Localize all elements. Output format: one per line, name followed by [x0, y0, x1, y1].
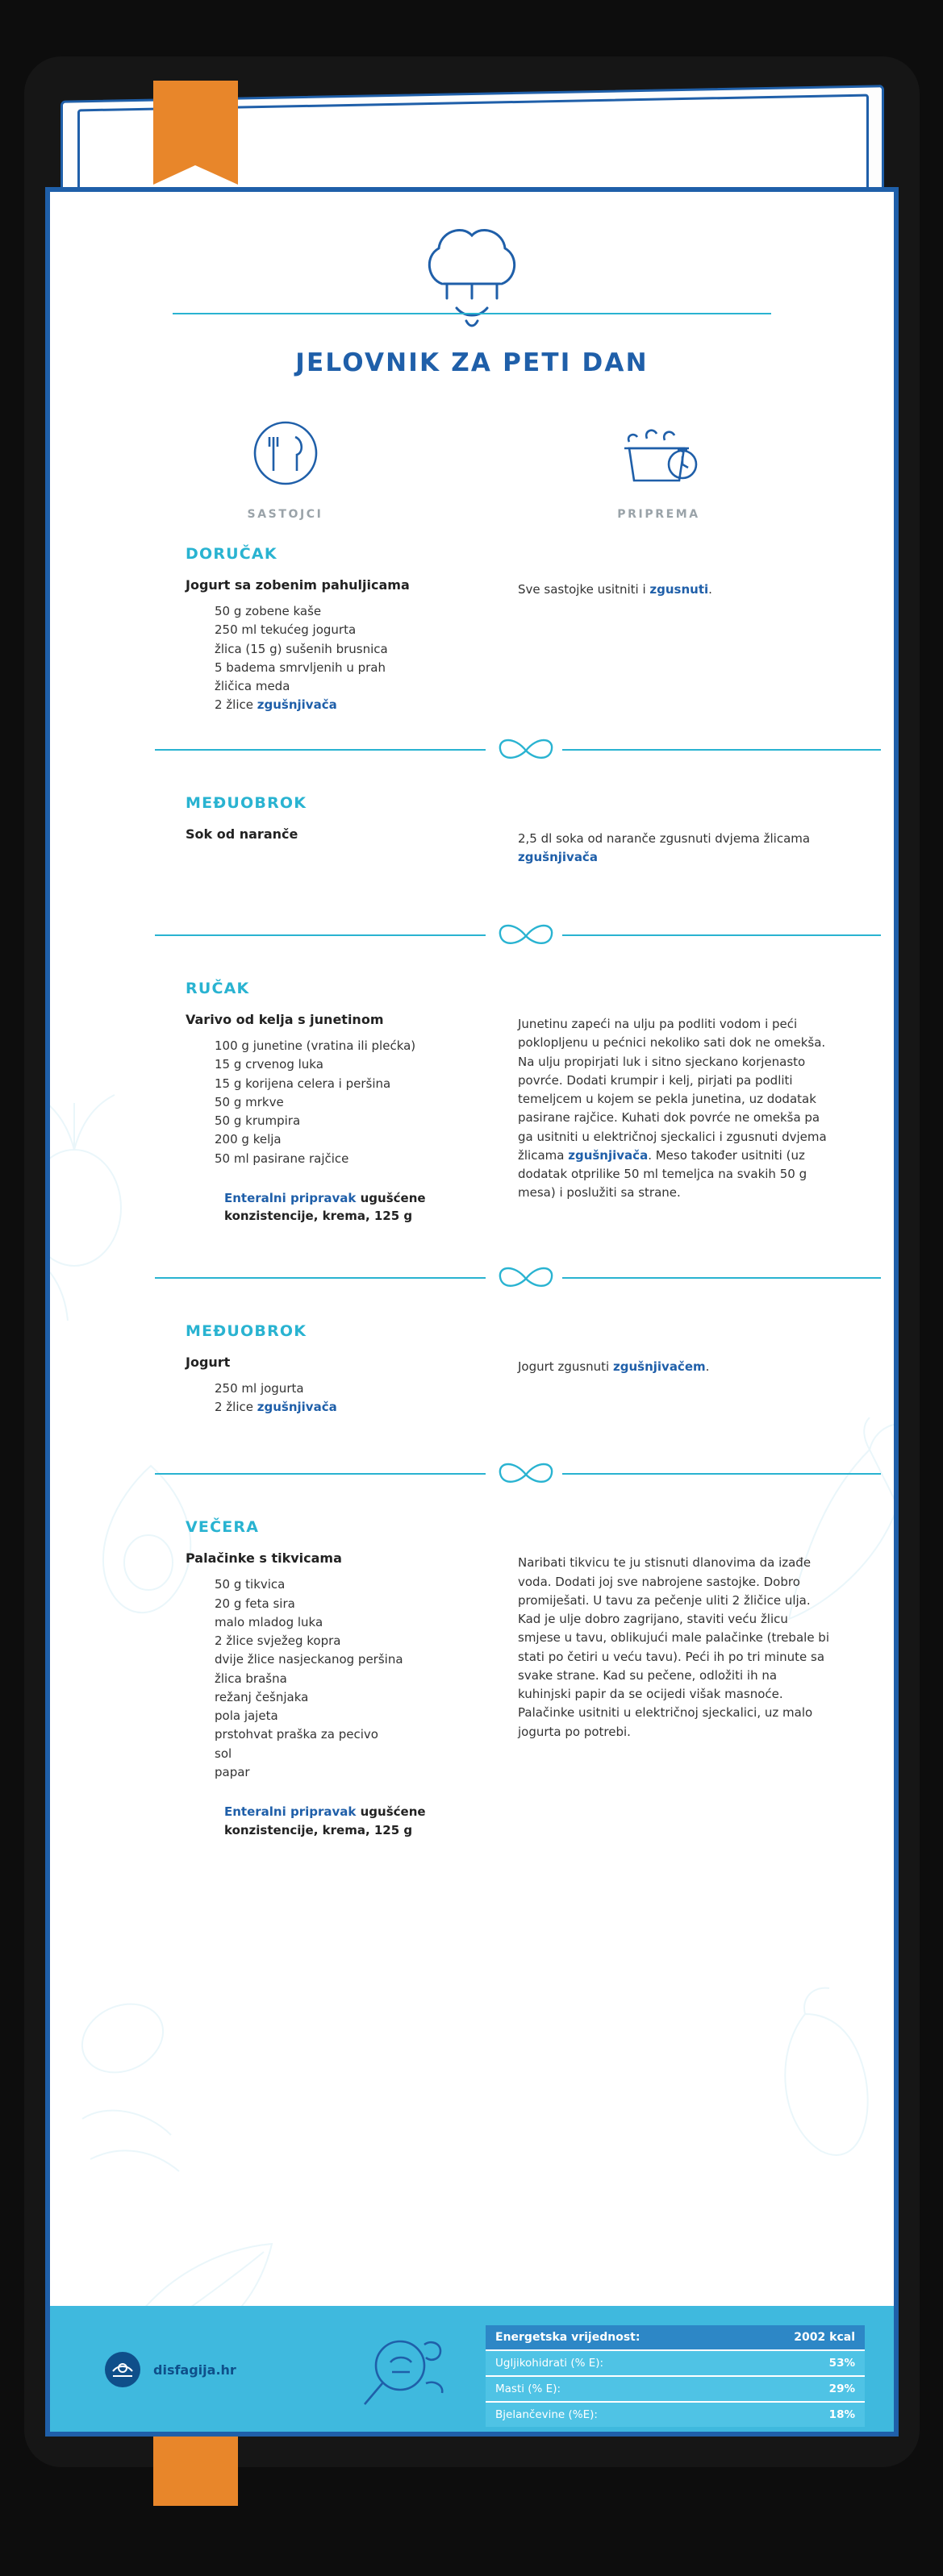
pot-timer-icon	[615, 414, 703, 492]
list-item: 15 g crvenog luka	[215, 1057, 323, 1072]
list-item: pola jajeta	[215, 1708, 278, 1723]
list-item: dvije žlice nasjeckanog peršina	[215, 1652, 403, 1667]
table-row	[486, 2376, 865, 2402]
table-row	[486, 2325, 865, 2350]
ingredient-list	[186, 1575, 486, 1782]
prep-prefix: Jogurt zgusnuti	[518, 1359, 613, 1374]
prep-bold: zgušnjivača	[518, 849, 598, 864]
table-row	[486, 2402, 865, 2427]
meal-right	[486, 794, 832, 868]
meal-left	[98, 794, 486, 868]
divider-line-right	[562, 934, 881, 936]
list-item: 50 g krumpira	[215, 1113, 301, 1128]
ingredient-list	[186, 1380, 486, 1417]
prep-prefix: 2,5 dl soka od naranče zgusnuti dvjema žlicama	[518, 830, 811, 846]
dish-name: Varivo od kelja s junetinom	[186, 1012, 384, 1027]
preparation-text	[518, 1015, 832, 1203]
list-item: 20 g feta sira	[215, 1596, 295, 1611]
dish-name: Palačinke s tikvicama	[186, 1550, 342, 1567]
section-divider	[98, 1454, 845, 1494]
preparation-text: Naribati tikvicu te ju stisnuti dlanovima da izađe voda. Dodati joj sve nabrojene sastojke. Dobro promiješati. U tavu za pečenje uliti 2 žličice ulja. Kad je ulje dobro zagrijano, staviti veću žlicu smjese u tavu, oblikujući male palačinke (trebale bi stati po četiri u veću tavu). Peći ih po tri minute sa svake strane. Kad su pečene, odložiti ih na kuhinjski papir da se ocijedi višak masnoće. Palačinke usitniti u električnoj sjeckalici, uz malo jogurta po potrebi.	[518, 1555, 830, 1739]
meal-title: DORUČAK	[186, 545, 277, 563]
ingredient-list	[186, 602, 486, 715]
enteral-note	[186, 1803, 486, 1839]
divider-line-left	[155, 1277, 486, 1279]
meal-left	[98, 1518, 486, 1839]
meal-block	[98, 980, 845, 1226]
pepper-watermark-icon	[757, 1966, 894, 2208]
list-item: papar	[215, 1764, 250, 1779]
footer-band	[45, 2306, 899, 2437]
divider-line-left	[155, 1473, 486, 1475]
list-item: 2 žlice svježeg kopra	[215, 1633, 341, 1648]
prep-suffix: .	[705, 1359, 710, 1374]
ingredients-label: SASTOJCI	[247, 508, 323, 521]
prep-bold: zgusnuti	[649, 582, 709, 597]
meal-right	[486, 1322, 832, 1417]
prep-bold: zgušnjivača	[568, 1147, 649, 1163]
fat-value: 29%	[740, 2376, 865, 2402]
prep-bold: zgušnjivačem	[613, 1359, 706, 1374]
list-item: 15 g korijena celera i peršina	[215, 1076, 391, 1091]
list-item: 2 žlice zgušnjivača	[215, 697, 337, 713]
enteral-note-dark: ugušćene konzistencije, krema, 125 g	[224, 1804, 426, 1837]
energy-label: Energetska vrijednost:	[486, 2325, 740, 2350]
bow-divider-icon	[494, 733, 558, 768]
plate-cutlery-icon	[247, 414, 324, 492]
bow-divider-icon	[494, 918, 558, 954]
list-item: 250 ml jogurta	[215, 1380, 304, 1396]
divider-line-left	[155, 934, 486, 936]
dish-name: Jogurt	[186, 1354, 231, 1370]
bookmark-ribbon-top	[153, 81, 238, 165]
chef-hat-icon	[419, 221, 524, 334]
list-item: žlica (15 g) sušenih brusnica	[215, 641, 388, 656]
section-divider	[98, 730, 845, 770]
thickener-highlight: zgušnjivača	[257, 697, 337, 713]
list-item: prstohvat praška za pecivo	[215, 1727, 378, 1742]
list-item: žlica brašna	[215, 1671, 287, 1686]
preparation-text	[518, 830, 832, 868]
meal-block	[98, 794, 845, 868]
meal-left	[98, 1322, 486, 1417]
table-row	[486, 2350, 865, 2376]
divider-line-right	[562, 1277, 881, 1279]
prep-suffix: . Meso također usitniti (uz dodatak otprilike 50 ml temeljca na svakih 50 g mesa) i poslužiti sa strane.	[518, 1147, 807, 1201]
ingredient-list	[186, 1037, 486, 1168]
enteral-note	[186, 1189, 486, 1226]
carbs-label: Ugljikohidrati (% E):	[486, 2350, 740, 2376]
header-rule-left	[173, 313, 479, 314]
preparation-label: PRIPREMA	[617, 508, 700, 521]
list-item: 50 ml pasirane rajčice	[215, 1151, 349, 1166]
meal-right	[486, 980, 832, 1226]
bow-divider-icon	[494, 1261, 558, 1296]
list-item: 5 badema smrvljenih u prah	[215, 660, 386, 675]
divider-line-right	[562, 749, 881, 751]
protein-value: 18%	[740, 2402, 865, 2427]
list-item: 250 ml tekućeg jogurta	[215, 622, 357, 638]
meal-right	[486, 545, 832, 715]
prep-prefix: Junetinu zapeći na ulju pa podliti vodom i peći poklopljenu u pećnici nekoliko sati dok ne omekša. Na ulju propirjati luk i sitno sjeckano korjenasto povrće. Dodati krumpir i kelj, pirjati pa podliti temeljcem u kojem se pekla junetina, uz dodatak pasirane rajčice. Kuhati dok povrće ne omekša pa ga usitniti u električnoj sjeckalici i zgusnuti dvjema žlicama	[518, 1017, 827, 1163]
list-item: 100 g junetine (vratina ili plećka)	[215, 1038, 416, 1053]
enteral-note-blue: Enteralni pripravak	[224, 1190, 361, 1205]
page-title: JELOVNIK ZA PETI DAN	[295, 348, 649, 377]
meal-title: RUČAK	[186, 980, 250, 997]
brand-name: disfagija.hr	[153, 2362, 236, 2378]
divider-line-left	[155, 749, 486, 751]
header-rule-right	[465, 313, 771, 314]
prep-prefix: Sve sastojke usitniti i	[518, 582, 650, 597]
meal-left	[98, 980, 486, 1226]
nutrition-table	[486, 2325, 865, 2427]
list-item: žličica meda	[215, 679, 290, 693]
brand-block[interactable]	[103, 2350, 236, 2389]
list-item: malo mladog luka	[215, 1614, 323, 1629]
section-divider	[98, 915, 845, 955]
dish-name: Jogurt sa zobenim pahuljicama	[186, 577, 410, 593]
ingredients-column-header	[98, 414, 472, 521]
meal-title: VEČERA	[186, 1518, 260, 1537]
disfagija-logo-icon	[103, 2350, 142, 2389]
bookmark-ribbon-bottom	[153, 2435, 238, 2506]
carbs-value: 53%	[740, 2350, 865, 2376]
divider-line-right	[562, 1473, 881, 1475]
lemon-watermark-icon	[58, 1966, 203, 2191]
thickener-highlight: zgušnjivača	[257, 1400, 337, 1414]
meal-left	[98, 545, 486, 715]
bow-divider-icon	[494, 1457, 558, 1492]
meal-right	[486, 1518, 832, 1839]
enteral-note-dark: ugušćene konzistencije, krema, 125 g	[224, 1190, 426, 1224]
meal-block	[98, 545, 845, 715]
column-headers	[98, 414, 845, 521]
header-emblem	[98, 192, 845, 321]
preparation-column-header	[472, 414, 845, 521]
list-item: 2 žlice zgušnjivača	[215, 1400, 337, 1414]
enteral-note-blue: Enteralni pripravak	[224, 1804, 361, 1819]
section-divider	[98, 1258, 845, 1298]
list-item: režanj češnjaka	[215, 1689, 309, 1704]
prep-suffix: .	[708, 582, 712, 597]
list-item: 50 g zobene kaše	[215, 604, 322, 618]
list-item: 50 g tikvica	[215, 1577, 286, 1592]
list-item: sol	[215, 1746, 232, 1761]
list-item: 200 g kelja	[215, 1132, 282, 1147]
fat-label: Masti (% E):	[486, 2376, 740, 2402]
preparation-text	[518, 581, 832, 599]
energy-value: 2002 kcal	[740, 2325, 865, 2350]
meal-block	[98, 1322, 845, 1417]
preparation-text	[518, 1358, 832, 1376]
menu-sheet	[45, 187, 899, 2437]
meal-title: MEĐUOBROK	[186, 1321, 307, 1340]
magnifier-food-icon	[357, 2330, 453, 2414]
list-item: 50 g mrkve	[215, 1094, 284, 1109]
protein-label: Bjelančevine (%E):	[486, 2402, 740, 2427]
dish-name: Sok od naranče	[186, 826, 298, 842]
meal-block	[98, 1518, 845, 1839]
meal-title: MEĐUOBROK	[186, 793, 307, 812]
